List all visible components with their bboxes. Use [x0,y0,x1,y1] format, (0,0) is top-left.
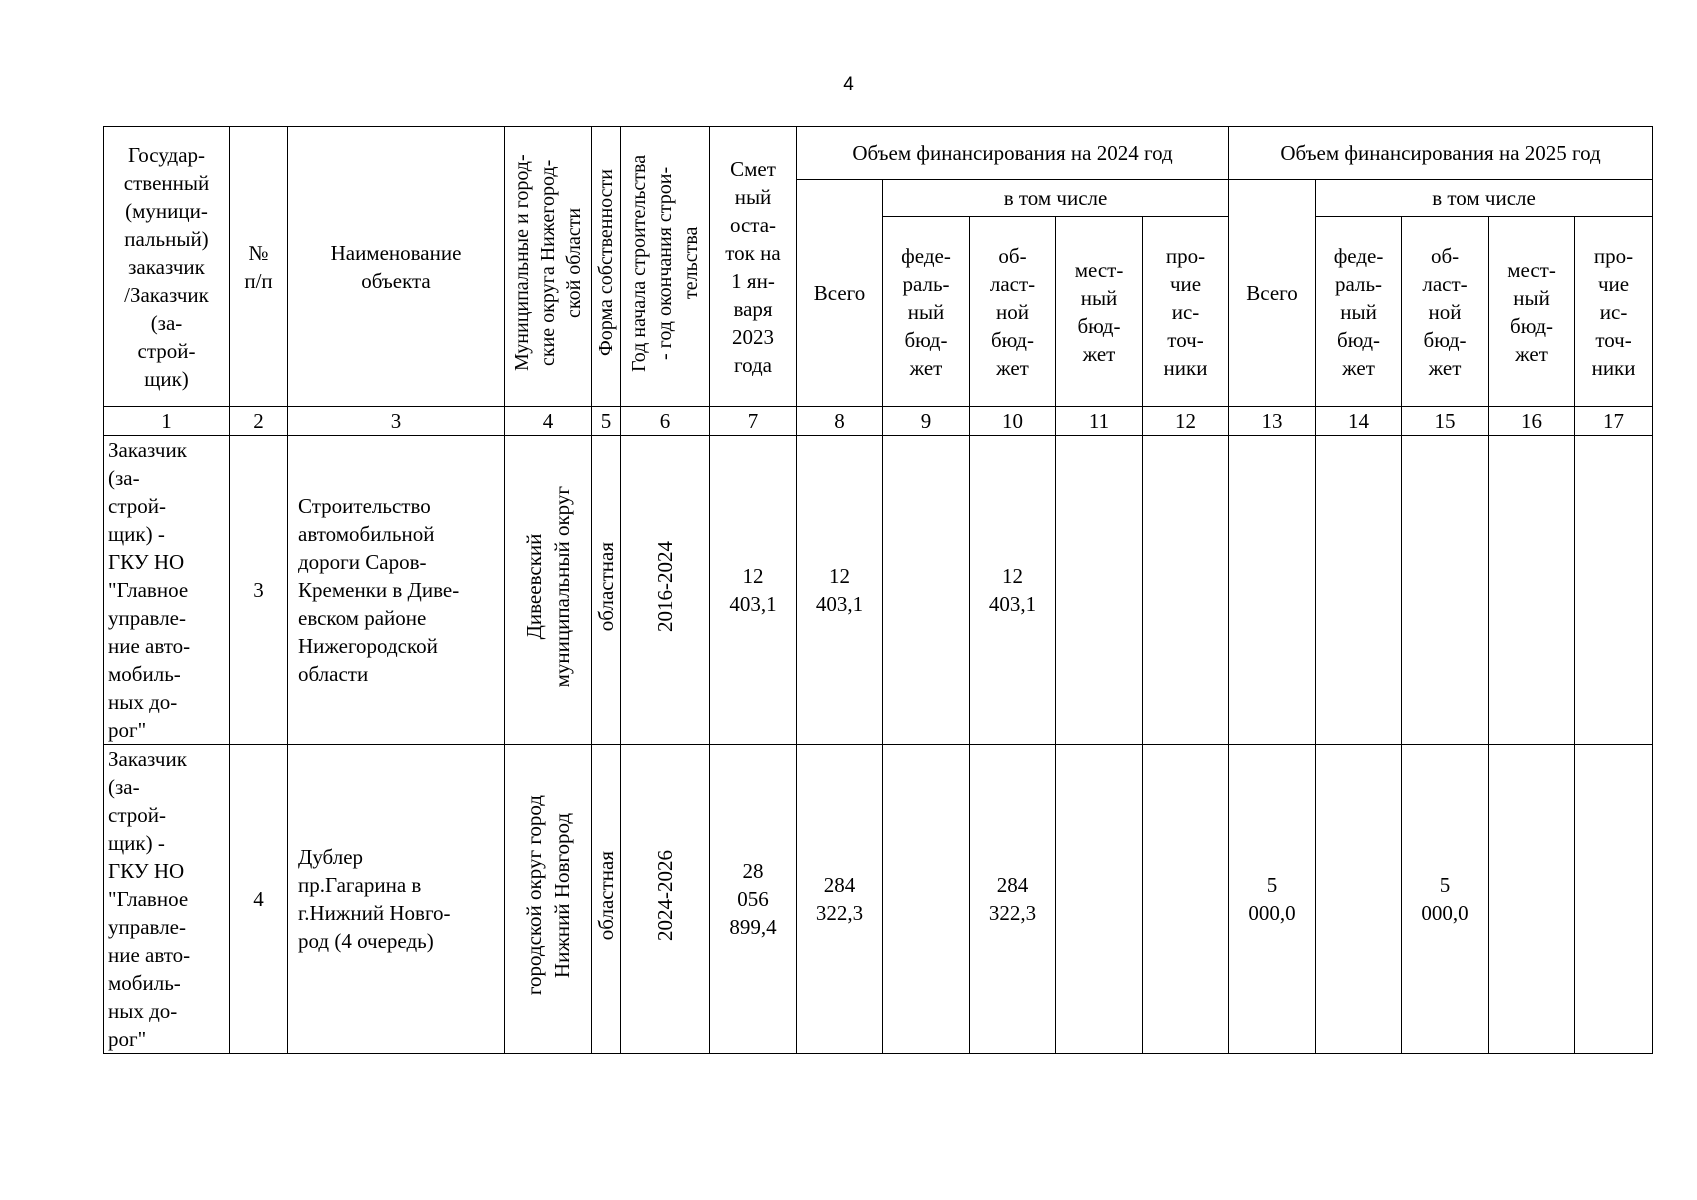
cell-other-2024 [1143,436,1229,745]
financing-table [103,126,1653,1054]
header-federal-2024-text: феде- раль- ный бюд- жет [901,243,951,380]
cell-regional-2025-text: 5 000,0 [1421,873,1469,925]
cell-total-2025-text: 5 000,0 [1248,873,1296,925]
header-years-text: Год начала строительства - год окончания строи- тельства [628,154,702,372]
cell-object [288,436,505,745]
cell-years [621,745,710,1054]
cell-customer [104,745,230,1054]
header-num-text: № п/п [244,240,273,293]
column-number: 1 [104,407,230,436]
header-local-2025-text: мест- ный бюд- жет [1507,257,1556,366]
cell-total-2025 [1229,745,1316,1054]
header-object-text: Наименование объекта [330,240,462,293]
header-municipality [505,127,592,407]
cell-total-2024-text: 284 322,3 [815,873,864,925]
column-number: 16 [1489,407,1575,436]
header-other-2024 [1143,217,1229,407]
cell-local-2024 [1056,436,1143,745]
header-regional-2025 [1402,217,1489,407]
header-regional-2025-text: об- ласт- ной бюд- жет [1422,243,1468,380]
cell-federal-2024 [883,745,970,1054]
header-local-2024-text: мест- ный бюд- жет [1074,257,1124,366]
cell-regional-2024 [970,745,1056,1054]
cell-regional-2024-text: 284 322,3 [988,873,1037,925]
header-other-2024-text: про- чие ис- точ- ники [1163,243,1208,380]
cell-total-2025 [1229,436,1316,745]
header-local-2025 [1489,217,1575,407]
header-municipality-text: Муниципальные и город- ские округа Нижегород- ской области [511,154,585,372]
cell-ownership [592,436,621,745]
cell-object-text: Строительство автомобильной дороги Саров- Кременки в Диве- евском районе Нижегородской области [298,494,460,686]
column-number: 5 [592,407,621,436]
column-number: 10 [970,407,1056,436]
cell-local-2025 [1489,745,1575,1054]
cell-customer-text: Заказчик (за- строй- щик) - ГКУ НО "Главное управле- ние авто- мобиль- ных до- рог" [108,747,191,1051]
cell-total-2024 [797,745,883,1054]
cell-municipality-text: Дивеевский муниципальный округ [522,485,574,688]
column-number: 8 [797,407,883,436]
cell-years-text: 2016-2024 [653,541,677,632]
cell-ownership [592,745,621,1054]
header-estimate [710,127,797,407]
cell-ownership-text: областная [594,850,618,941]
cell-federal-2024 [883,436,970,745]
cell-num: 4 [230,745,288,1054]
header-years [621,127,710,407]
cell-total-2024 [797,436,883,745]
cell-object-text: Дублер пр.Гагарина в г.Нижний Новго- род (4 очередь) [298,845,451,953]
column-number: 2 [230,407,288,436]
header-other-2025-text: про- чие ис- точ- ники [1591,243,1636,380]
column-number: 14 [1316,407,1402,436]
cell-municipality [505,436,592,745]
table-row [104,436,1653,745]
header-customer-text: Государ- ственный (муници- пальный) заказчик /Заказчик (за- строй- щик) [123,142,210,391]
cell-municipality-text: городской округ город Нижний Новгород [522,795,574,996]
cell-total-2024-text: 12 403,1 [815,564,864,616]
cell-num: 3 [230,436,288,745]
column-number: 13 [1229,407,1316,436]
header-federal-2025 [1316,217,1402,407]
header-federal-2025-text: феде- раль- ный бюд- жет [1333,243,1384,380]
header-including-2024: в том числе [883,180,1229,217]
cell-years-text: 2024-2026 [653,850,677,941]
header-total-2024: Всего [797,180,883,407]
cell-federal-2025 [1316,436,1402,745]
header-total-2025: Всего [1229,180,1316,407]
cell-ownership-text: областная [594,541,618,632]
header-fin-2024: Объем финансирования на 2024 год [797,127,1229,180]
header-ownership [592,127,621,407]
header-ownership-text: Форма собственности [595,169,617,357]
cell-local-2025 [1489,436,1575,745]
cell-federal-2025 [1316,745,1402,1054]
header-federal-2024 [883,217,970,407]
header-regional-2024 [970,217,1056,407]
header-other-2025 [1575,217,1653,407]
column-number: 15 [1402,407,1489,436]
header-customer [104,127,230,407]
header-fin-2025: Объем финансирования на 2025 год [1229,127,1653,180]
column-numbers-row [104,407,1653,436]
column-number: 4 [505,407,592,436]
column-number: 6 [621,407,710,436]
column-number: 17 [1575,407,1653,436]
cell-regional-2024 [970,436,1056,745]
column-number: 12 [1143,407,1229,436]
cell-regional-2025 [1402,745,1489,1054]
cell-municipality [505,745,592,1054]
header-object [288,127,505,407]
header-num [230,127,288,407]
page-number: 4 [843,74,854,95]
table-row [104,745,1653,1054]
column-number: 3 [288,407,505,436]
cell-estimate-text: 28 056 899,4 [729,859,777,939]
cell-other-2025 [1575,745,1653,1054]
column-number: 7 [710,407,797,436]
cell-customer [104,436,230,745]
header-estimate-text: Смет ный оста- ток на 1 ян- варя 2023 года [725,156,781,377]
header-including-2025: в том числе [1316,180,1653,217]
column-number: 9 [883,407,970,436]
cell-regional-2024-text: 12 403,1 [988,564,1037,616]
cell-customer-text: Заказчик (за- строй- щик) - ГКУ НО "Главное управле- ние авто- мобиль- ных до- рог" [108,438,191,742]
cell-estimate [710,745,797,1054]
cell-other-2025 [1575,436,1653,745]
cell-years [621,436,710,745]
cell-other-2024 [1143,745,1229,1054]
cell-local-2024 [1056,745,1143,1054]
cell-estimate [710,436,797,745]
header-local-2024 [1056,217,1143,407]
header-regional-2024-text: об- ласт- ной бюд- жет [989,243,1036,380]
column-number: 11 [1056,407,1143,436]
cell-estimate-text: 12 403,1 [729,564,777,616]
cell-regional-2025 [1402,436,1489,745]
cell-object [288,745,505,1054]
